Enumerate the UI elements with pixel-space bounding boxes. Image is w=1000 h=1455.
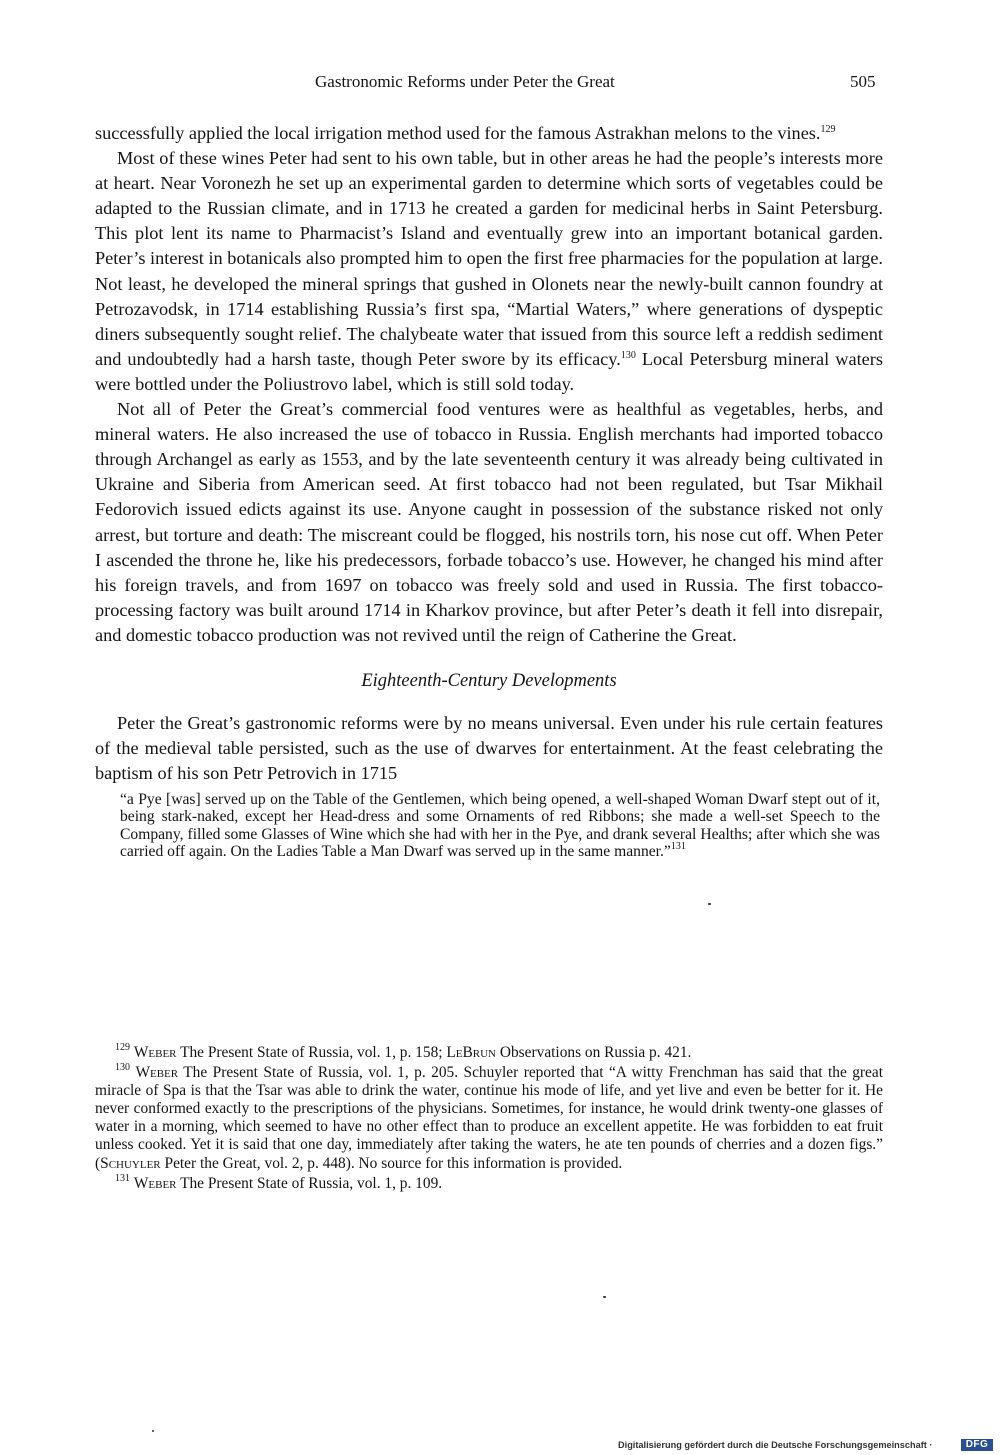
paragraph-text: successfully applied the local irrigation method used for the famous Astrakhan melons to the vines. — [95, 123, 821, 143]
scan-speck — [152, 1430, 154, 1432]
footnotes — [95, 1044, 883, 1193]
paragraph-text: Local Petersburg mineral waters were bottled under the Poliustrovo label, which is still sold today. — [95, 348, 883, 394]
footnote-text: The Present State of Russia, vol. 1, p. 205. Schuyler reported that “A witty Frenchman has said that the great miracle of Spa is that the Tsar was able to drink the water, continue his mode of life, and yet live and even be better for it. He never conformed exactly to the prescriptions of the physicians. Sometimes, for instance, he would drink twenty-one glasses of water in a morning, which seemed to have no other effect than to produce an excellent appetite. He was forbidden to eat fruit unless cooked. Yet it is said that one day, immediately after taking the waters, he ate ten pounds of cherries and a dozen figs.” ( — [95, 1064, 883, 1172]
running-header — [0, 72, 1000, 98]
footnote-author: Weber — [133, 1044, 177, 1061]
footnote-ref: 129 — [820, 124, 836, 135]
footnote-text: Peter the Great, vol. 2, p. 448). No source for this information is provided. — [160, 1154, 623, 1172]
running-title: Gastronomic Reforms under Peter the Great — [315, 72, 615, 91]
scan-speck — [708, 903, 711, 905]
paragraph: Peter the Great’s gastronomic reforms were by no means universal. Even under his rule certain features of the medieval table persisted, such as the use of dwarves for entertainment. At the feast celebrating the baptism of his son Petr Petrovich in 1715 — [95, 712, 883, 784]
footnote-text: The Present State of Russia, vol. 1, p. 158; — [176, 1044, 447, 1061]
page-number: 505 — [850, 72, 876, 91]
footnote-129 — [95, 1044, 883, 1062]
footnote-author: LeBrun — [446, 1044, 497, 1061]
footnote-ref: 130 — [620, 349, 636, 361]
footnote-text: The Present State of Russia, vol. 1, p. 109. — [176, 1174, 443, 1192]
paragraph — [95, 146, 883, 397]
dfg-logo: DFG — [961, 1439, 993, 1451]
footnote-author: Weber — [135, 1064, 179, 1082]
scan-speck — [603, 1296, 606, 1298]
paragraph: Not all of Peter the Great’s commercial food ventures were as healthful as vegetables, herbs, and mineral waters. He also increased the use of tobacco in Russia. English merchants had imported tobacco through Archangel as early as 1553, and by the late seventeenth century it was already being cultivated in Ukraine and Siberia from American seed. At first tobacco had not been regulated, but Tsar Mikhail Fedorovich issued edicts against its use. Anyone caught in possession of the substance risked not only arrest, but torture and death: The miscreant could be flogged, his nostrils torn, his nose cut off. When Peter I ascended the throne he, like his predecessors, forbade tobacco’s use. However, he changed his mind after his foreign travels, and from 1697 on tobacco was freely sold and used in Russia. The first tobacco-processing factory was built around 1714 in Kharkov province, but after Peter’s death it fell into disrepair, and domestic tobacco production was not revived until the reign of Catherine the Great. — [95, 399, 883, 645]
footnote-131 — [95, 1172, 883, 1193]
body-text — [95, 121, 883, 860]
footnote-author: Weber — [133, 1174, 177, 1192]
paragraph-text: Most of these wines Peter had sent to his own table, but in other areas he had the people’s interests more at heart. Near Voronezh he set up an experimental garden to determine which sorts of vegetables could be adapted to the Russian climate, and in 1713 he created a garden for medicinal herbs in Saint Petersburg. This plot lent its name to Pharmacist’s Island and eventually grew into an important botanical garden. Peter’s interest in botanicals also prompted him to open the first free pharmacies for the population at large. Not least, he developed the mineral springs that gushed in Olonets near the newly-built cannon foundry at Petrozavodsk, in 1714 establishing Russia’s first spa, “Martial Waters,” where generations of dyspeptic diners subsequently sought relief. The chalybeate water that issued from this source left a reddish sediment and undoubtedly had a harsh taste, though Peter swore by its efficacy. — [95, 148, 883, 369]
footnote-author: Schuyler — [100, 1154, 161, 1172]
footnote-number: 129 — [115, 1042, 130, 1053]
footnote-number: 130 — [115, 1062, 130, 1074]
footnote-130 — [95, 1064, 883, 1173]
section-heading: Eighteenth-Century Developments — [361, 670, 617, 691]
quote-text: “a Pye [was] served up on the Table of the Gentlemen, which being opened, a well-shaped Woman Dwarf stept out of it, being stark-naked, except her Head-dress and some Ornaments of red Ribbons; she made a well-set Speech to the Company, filled some Glasses of Wine which she had with her in the Pye, and drank several Healths; after which she was carried off again. On the Ladies Table a Man Dwarf was served up in the same manner.” — [120, 791, 880, 860]
digitization-credit: Digitalisierung gefördert durch die Deutsche Forschungsgemeinschaft · — [618, 1440, 933, 1450]
paragraph — [95, 121, 883, 146]
block-quote — [95, 791, 880, 860]
footnote-ref: 131 — [670, 840, 686, 852]
footnote-number: 131 — [115, 1172, 130, 1184]
footnote-text: Observations on Russia p. 421. — [496, 1044, 692, 1061]
